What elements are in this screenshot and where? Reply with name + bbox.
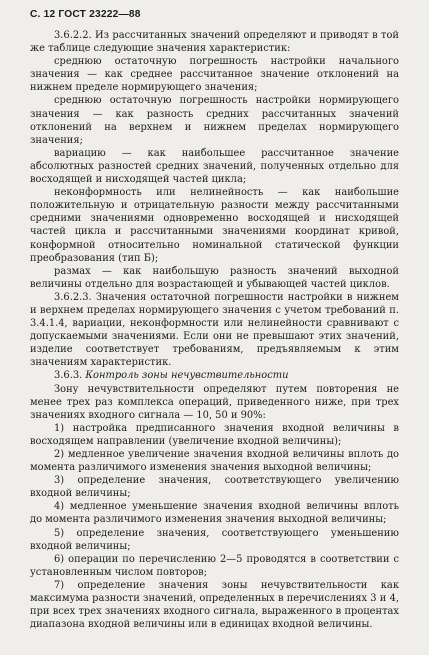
body-text xyxy=(30,29,399,631)
paragraph: вариацию — как наибольшее рассчитанное значение абсолютных разностей средних значений, полученных отдельно для восходящей и нисходящей частей цикла; xyxy=(30,147,399,186)
paragraph: среднюю остаточную погрешность настройки начального значения — как среднее рассчитанное значение отклонений на нижнем пределе нормирующего значения; xyxy=(30,56,399,94)
paragraph: 3.6.2.2. Из рассчитанных значений определяют и приводят в той же таблице следующие значения характеристик: xyxy=(30,30,399,55)
section-title: Контроль зоны нечувствительности xyxy=(85,370,289,382)
section-number: 3.6.3. xyxy=(54,370,83,382)
standard-code: ГОСТ 23222—88 xyxy=(58,9,141,20)
paragraph: Зону нечувствительности определяют путем повторения не менее трех раз комплекса операций, приведенного ниже, при трех значениях входного сигнала — 10, 50 и 90%: xyxy=(30,383,399,421)
list-item: 1) настройка предписанного значения входной величины в восходящем направлении (увеличение входной величины); xyxy=(30,422,399,447)
list-item: 6) операции по перечислению 2—5 проводятся в соответствии с установленным числом повторов; xyxy=(30,553,399,578)
list-item: 4) медленное уменьшение значения входной величины вплоть до момента различимого изменения значения выходной величины; xyxy=(30,501,399,526)
paragraph: неконформность или нелинейность — как наибольшие положительную и отрицательную разности между рассчитанными средними значениями одновременно восходящей и нисходящей частей цикла и рассчитанными значениями координат кривой, конформной относительно номинальной статической функции преобразования (тип Б); xyxy=(30,187,399,264)
section-heading xyxy=(30,369,399,382)
list-item: 7) определение значения зоны нечувствительности как максимума разности значений, определенных в перечислениях 3 и 4, при всех трех значениях входного сигнала, выраженного в процентах диапазона входной величины или в единицах входной величины. xyxy=(30,579,399,631)
list-item: 3) определение значения, соответствующего увеличению входной величины; xyxy=(30,475,399,500)
paragraph: размах — как наибольшую разность значений выходной величины отдельно для возрастающей и убывающей частей циклов. xyxy=(30,265,399,290)
list-item: 5) определение значения, соответствующего уменьшению входной величины; xyxy=(30,527,399,552)
page-number: С. 12 xyxy=(30,9,56,20)
paragraph: 3.6.2.3. Значения остаточной погрешности настройки в нижнем и верхнем пределах нормирующего значения с учетом требований п. 3.4.1.4, вариации, неконформности или нелинейности сравнивают с допускаемыми значениями. Если они не превышают этих значений, изделие соответствует требованиям, предъявляемым к этим значениям характеристик. xyxy=(30,291,399,369)
list-item: 2) медленное увеличение значения входной величины вплоть до момента различимого изменения значения выходной величины; xyxy=(30,449,399,474)
page-header xyxy=(30,9,399,20)
paragraph: среднюю остаточную погрешность настройки нормирующего значения — как разность средних рассчитанных значений отклонений на верхнем и нижнем пределах нормирующего значения; xyxy=(30,95,399,146)
